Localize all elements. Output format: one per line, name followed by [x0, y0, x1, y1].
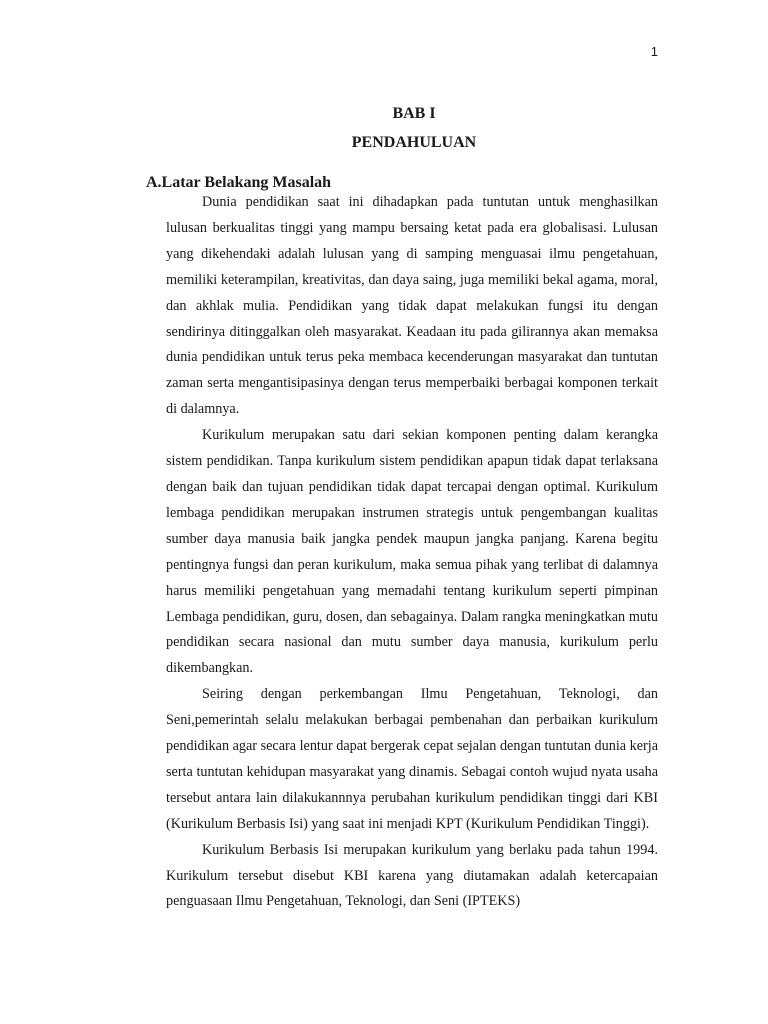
- paragraph-4: Kurikulum Berbasis Isi merupakan kurikulum yang berlaku pada tahun 1994. Kurikulum tersebut disebut KBI karena yang diutamakan adalah ketercapaian penguasaan Ilmu Pengetahuan, Teknologi, dan Seni (IPTEKS): [166, 841, 658, 910]
- chapter-title: PENDAHULUAN: [351, 134, 477, 151]
- paragraph-2: Kurikulum merupakan satu dari sekian komponen penting dalam kerangka sistem pendidikan. Tanpa kurikulum sistem pendidikan apapun tidak dapat terlaksana dengan baik dan tujuan pendidikan tidak dapat tercapai dengan optimal. Kurikulum lembaga pendidikan merupakan instrumen strategis untuk pengembangan kualitas sumber daya manusia baik jangka pendek maupun jangka panjang. Karena begitu pentingnya fungsi dan peran kurikulum, maka semua pihak yang terlibat di dalamnya harus memiliki pengetahuan yang memadahi tentang kurikulum seperti pimpinan Lembaga pendidikan, guru, dosen, dan sebagainya. Dalam rangka meningkatkan mutu pendidikan secara nasional dan mutu sumber daya manusia, kurikulum perlu dikembangkan.: [166, 427, 658, 677]
- page-number: 1: [650, 44, 658, 59]
- paragraph-3: Seiring dengan perkembangan Ilmu Pengetahuan, Teknologi, dan Seni,pemerintah selalu melakukan berbagai pembenahan dan perbaikan kurikulum pendidikan agar secara lentur dapat bergerak cepat sejalan dengan tuntutan dunia kerja serta tuntutan kehidupan masyarakat yang dinamis. Sebagai contoh wujud nyata usaha tersebut antara lain dilakukannnya perubahan kurikulum pendidikan tinggi dari KBI (Kurikulum Berbasis Isi) yang saat ini menjadi KPT (Kurikulum Pendidikan Tinggi).: [166, 686, 658, 832]
- section-heading: A.Latar Belakang Masalah: [146, 174, 332, 191]
- chapter-number: BAB I: [392, 105, 436, 122]
- body-text: [166, 190, 658, 915]
- paragraph-1: Dunia pendidikan saat ini dihadapkan pada tuntutan untuk menghasilkan lulusan berkualitas tinggi yang mampu bersaing ketat pada era globalisasi. Lulusan yang dikehendaki adalah lulusan yang di samping menguasai ilmu pengetahuan, memiliki keterampilan, kreativitas, dan daya saing, juga memiliki bekal agama, moral, dan akhlak mulia. Pendidikan yang tidak dapat melakukan fungsi itu dengan sendirinya ditinggalkan oleh masyarakat. Keadaan itu pada gilirannya akan memaksa dunia pendidikan untuk terus peka membaca kecenderungan masyarakat dan tuntutan zaman serta mengantisipasinya dengan terus memperbaiki berbagai komponen terkait di dalamnya.: [166, 194, 658, 418]
